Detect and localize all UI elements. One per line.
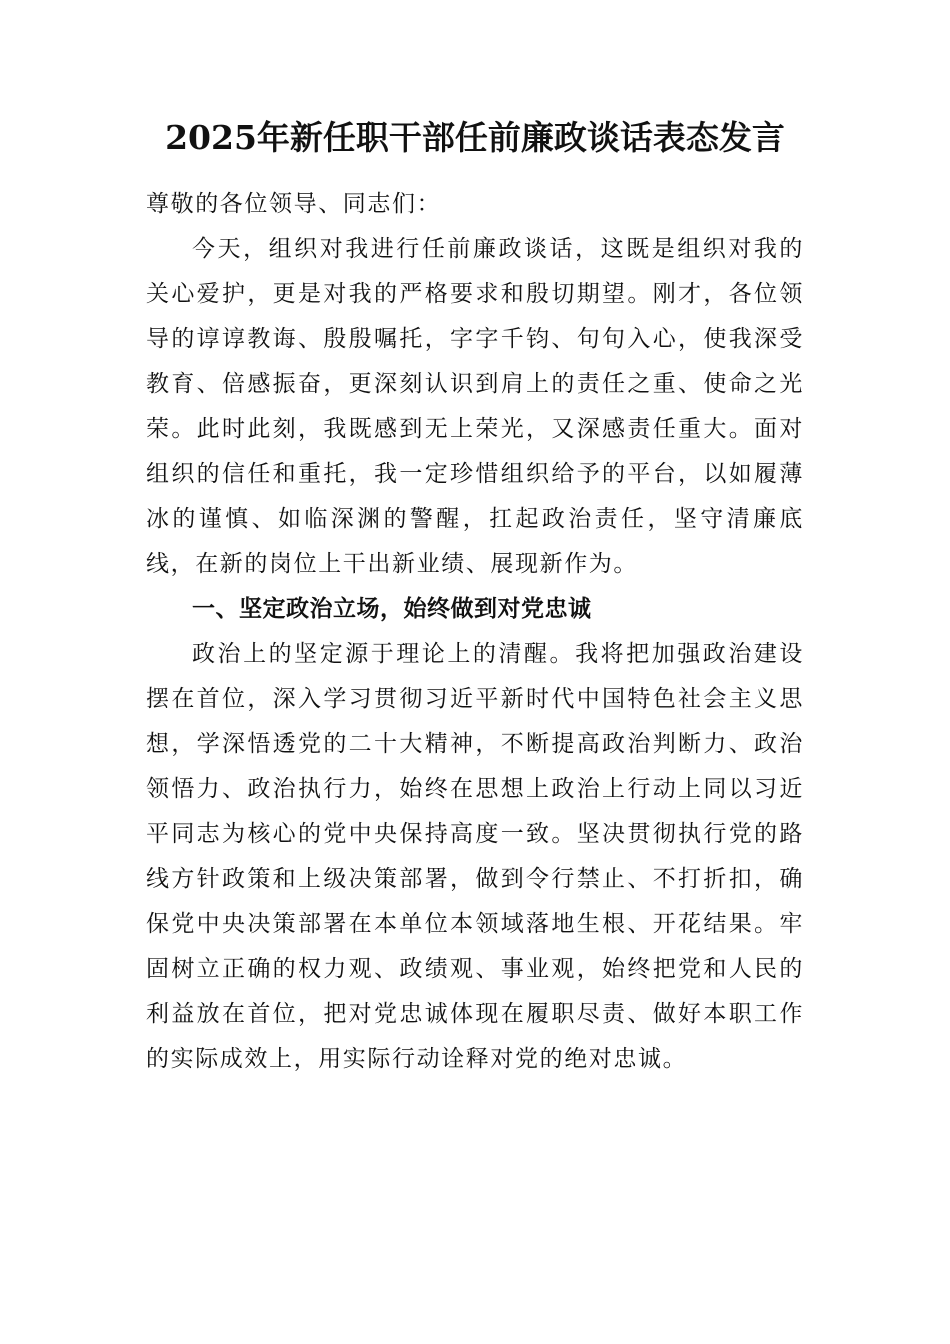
- section-paragraph: 政治上的坚定源于理论上的清醒。我将把加强政治建设摆在首位，深入学习贯彻习近平新时代中国特色社会主义思想，学深悟透党的二十大精神，不断提高政治判断力、政治领悟力、政治执行力，始终在思想上政治上行动上同以习近平同志为核心的党中央保持高度一致。坚决贯彻执行党的路线方针政策和上级决策部署，做到令行禁止、不打折扣，确保党中央决策部署在本单位本领域落地生根、开花结果。牢固树立正确的权力观、政绩观、事业观，始终把党和人民的利益放在首位，把对党忠诚体现在履职尽责、做好本职工作的实际成效上，用实际行动诠释对党的绝对忠诚。: [146, 641, 804, 1072]
- document-title: 2025年新任职干部任前廉政谈话表态发言: [165, 118, 785, 157]
- intro-paragraph: 今天，组织对我进行任前廉政谈话，这既是组织对我的关心爱护，更是对我的严格要求和殷切期望。刚才，各位领导的谆谆教诲、殷殷嘱托，字字千钧、句句入心，使我深受教育、倍感振奋，更深刻认识到肩上的责任之重、使命之光荣。此时此刻，我既感到无上荣光，又深感责任重大。面对组织的信任和重托，我一定珍惜组织给予的平台，以如履薄冰的谨慎、如临深渊的警醒，扛起政治责任，坚守清廉底线，在新的岗位上干出新业绩、展现新作为。: [146, 236, 804, 577]
- salutation: 尊敬的各位领导、同志们：: [146, 191, 442, 217]
- section-heading: 一、坚定政治立场，始终做到对党忠诚: [192, 596, 592, 622]
- document-body: [146, 182, 804, 1082]
